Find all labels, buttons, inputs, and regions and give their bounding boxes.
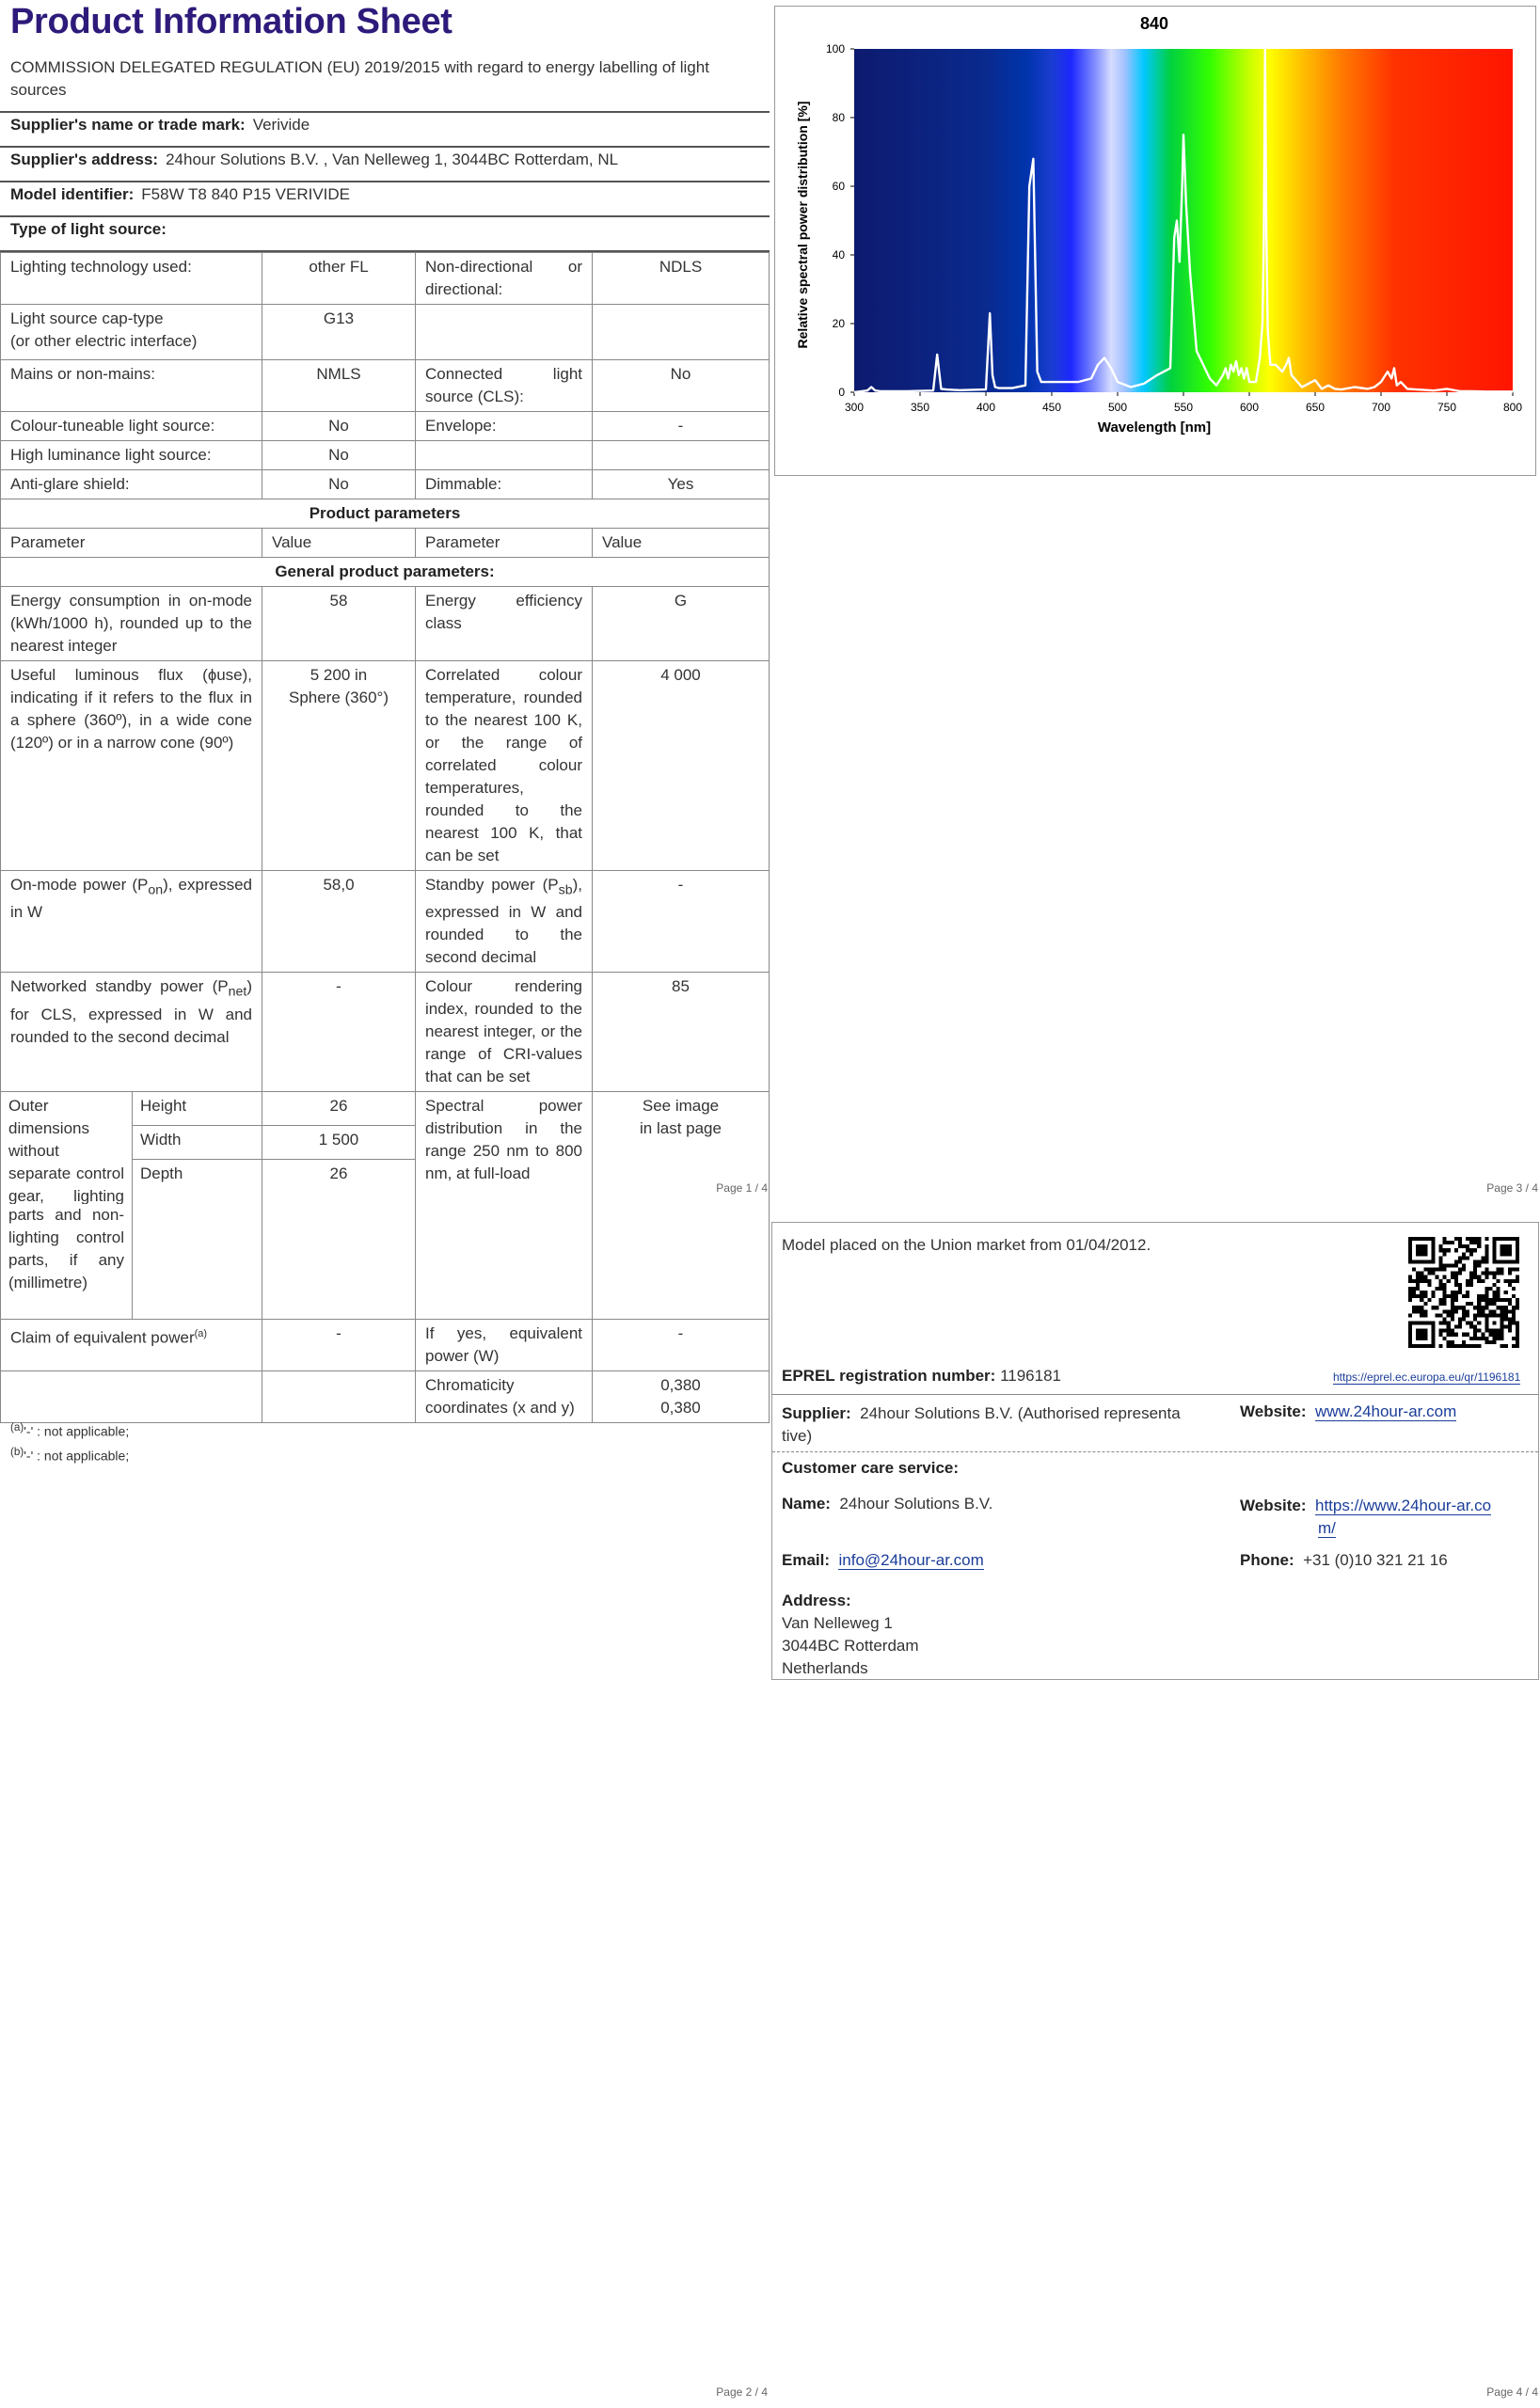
equiv-label: Claim of equivalent power bbox=[10, 1328, 195, 1347]
pnet-label-a: Networked standby power (P bbox=[10, 977, 229, 996]
cct-label: Correlated colour temperature, rounded to the nearest 100 K, or the range of correlated colour temperatures, rounded to the nearest 100 K, that can be set bbox=[416, 661, 593, 871]
chart-title: 840 bbox=[1139, 14, 1169, 33]
eprel-link-wrap bbox=[1333, 1370, 1520, 1384]
energy-class-label: Energy efficiency class bbox=[416, 587, 593, 661]
eprel-row bbox=[782, 1367, 1061, 1386]
empty-cell bbox=[416, 441, 593, 470]
supplier-info-box bbox=[771, 1222, 1539, 1680]
supplier-value-line-1: 24hour Solutions B.V. (Authorised representa bbox=[860, 1404, 1181, 1422]
website-row bbox=[1240, 1402, 1456, 1421]
outer-dimensions-label-continued: parts and non-lighting control parts, if any (millimetre) bbox=[1, 1204, 133, 1319]
y-axis-label: Relative spectral power distribution [%] bbox=[795, 101, 810, 349]
x-tick-label: 800 bbox=[1502, 401, 1523, 414]
cri-value: 85 bbox=[593, 973, 770, 1092]
model-identifier: F58W T8 840 P15 VERIVIDE bbox=[141, 185, 351, 203]
empty-cell bbox=[593, 441, 770, 470]
x-tick-label: 650 bbox=[1305, 401, 1326, 414]
cls-label: Connected light source (CLS): bbox=[416, 360, 593, 412]
x-tick-label: 700 bbox=[1371, 401, 1391, 414]
supplier-row bbox=[782, 1402, 1224, 1448]
cct-value: 4 000 bbox=[593, 661, 770, 871]
website2-link-line-1[interactable]: https://www.24hour-ar.co bbox=[1315, 1497, 1492, 1514]
tune-label: Colour-tuneable light source: bbox=[1, 412, 262, 441]
model-label: Model identifier: bbox=[10, 185, 135, 203]
email-label: Email: bbox=[782, 1551, 831, 1569]
qr-code-icon[interactable] bbox=[1408, 1237, 1519, 1348]
supplier-value-line-2: tive) bbox=[782, 1427, 813, 1445]
y-tick-label: 100 bbox=[825, 42, 845, 55]
envelope-value: - bbox=[593, 412, 770, 441]
energy-consumption-label: Energy consumption in on-mode (kWh/1000 h), rounded up to the nearest integer bbox=[1, 587, 262, 661]
address-line: 3044BC Rotterdam bbox=[782, 1637, 919, 1655]
glare-value: No bbox=[262, 470, 416, 499]
product-table-continued bbox=[0, 1204, 770, 1423]
supplier-address-label: Supplier's address: bbox=[10, 150, 159, 168]
address-line: Van Nelleweg 1 bbox=[782, 1614, 893, 1632]
spd-value-line-1: See image bbox=[642, 1097, 720, 1116]
spectrum-background bbox=[854, 49, 1513, 392]
phone-label: Phone: bbox=[1240, 1551, 1294, 1569]
x-tick-label: 350 bbox=[910, 401, 930, 414]
pnet-sub: net bbox=[228, 984, 247, 1000]
regulation-text: COMMISSION DELEGATED REGULATION (EU) 2019/2015 with regard to energy labelling of light sources bbox=[10, 58, 709, 99]
address-block bbox=[782, 1590, 919, 1680]
standby-power-label bbox=[416, 871, 593, 973]
luminous-flux-label: Useful luminous flux (ɸuse), indicating if it refers to the flux in a sphere (360º), in a wide cone (120º) or in a narrow cone (90º) bbox=[1, 661, 262, 871]
equiv-power-value: - bbox=[262, 1319, 416, 1370]
width-label: Width bbox=[133, 1126, 262, 1160]
eprel-label: EPREL registration number: bbox=[782, 1367, 996, 1385]
energy-class-value: G bbox=[593, 587, 770, 661]
care-heading-row bbox=[782, 1459, 959, 1478]
standby-power-value: - bbox=[593, 871, 770, 973]
page-1 bbox=[0, 0, 770, 1204]
name-label: Name: bbox=[782, 1495, 831, 1513]
high-lum-label: High luminance light source: bbox=[1, 441, 262, 470]
dir-value: NDLS bbox=[593, 253, 770, 305]
market-date-text: Model placed on the Union market from 01/04/2012. bbox=[782, 1236, 1151, 1254]
psb-sub: sb bbox=[558, 882, 573, 898]
supplier-address: 24hour Solutions B.V. , Van Nelleweg 1, 3044BC Rotterdam, NL bbox=[166, 150, 619, 168]
note-b-text: '-' : not applicable; bbox=[24, 1448, 130, 1464]
empty-cell bbox=[1, 1370, 262, 1422]
dashed-divider bbox=[772, 1451, 1538, 1452]
equiv-power-label bbox=[1, 1319, 262, 1370]
networked-standby-value: - bbox=[262, 973, 416, 1092]
divider bbox=[772, 1394, 1538, 1395]
supplier-label: Supplier: bbox=[782, 1404, 851, 1422]
y-tick-label: 80 bbox=[832, 111, 845, 124]
phone-row bbox=[1240, 1551, 1448, 1570]
glare-label: Anti-glare shield: bbox=[1, 470, 262, 499]
tech-value: other FL bbox=[262, 253, 416, 305]
height-value: 26 bbox=[262, 1092, 416, 1126]
empty-cell bbox=[416, 1204, 593, 1319]
equiv-sup: (a) bbox=[194, 1327, 208, 1339]
pon-label-b: ), expressed in W bbox=[10, 876, 252, 922]
page-number: Page 4 / 4 bbox=[1486, 2385, 1538, 2399]
width-value: 1 500 bbox=[262, 1126, 416, 1160]
energy-consumption-value: 58 bbox=[262, 587, 416, 661]
divider bbox=[0, 181, 770, 182]
cap-value: G13 bbox=[262, 305, 416, 360]
website2-label: Website: bbox=[1240, 1497, 1307, 1514]
spd-value-line-2: in last page bbox=[640, 1119, 722, 1138]
empty-cell bbox=[133, 1204, 262, 1319]
x-tick-label: 750 bbox=[1437, 401, 1457, 414]
type-label: Type of light source: bbox=[10, 220, 167, 238]
page-2 bbox=[0, 1204, 770, 2408]
page-4 bbox=[770, 1204, 1540, 2408]
supplier-name-label: Supplier's name or trade mark: bbox=[10, 116, 246, 134]
chromaticity-value bbox=[593, 1370, 770, 1422]
on-mode-power-label bbox=[1, 871, 262, 973]
name-value: 24hour Solutions B.V. bbox=[839, 1495, 993, 1513]
high-lum-value: No bbox=[262, 441, 416, 470]
sheet-title: Product Information Sheet bbox=[10, 2, 452, 41]
flux-value-line-1: 5 200 in bbox=[310, 666, 368, 684]
note-a-text: '-' : not applicable; bbox=[24, 1423, 130, 1439]
website2-row bbox=[1240, 1495, 1491, 1540]
spectrum-chart-frame bbox=[774, 6, 1536, 476]
x-axis-label: Wavelength [nm] bbox=[1097, 420, 1212, 436]
mains-label: Mains or non-mains: bbox=[1, 360, 262, 412]
x-axis-ticks bbox=[845, 392, 1522, 414]
type-row bbox=[10, 220, 174, 239]
chroma-y: 0,380 bbox=[660, 1398, 701, 1417]
col-parameter: Parameter bbox=[1, 529, 262, 558]
y-tick-label: 20 bbox=[832, 317, 845, 330]
empty-cell bbox=[262, 1370, 416, 1422]
x-tick-label: 450 bbox=[1041, 401, 1062, 414]
page-number: Page 3 / 4 bbox=[1486, 1181, 1538, 1195]
on-mode-power-value: 58,0 bbox=[262, 871, 416, 973]
page-number: Page 1 / 4 bbox=[716, 1181, 768, 1195]
product-parameters-heading: Product parameters bbox=[1, 499, 770, 529]
footnote-b bbox=[10, 1446, 129, 1464]
spectral-power-chart bbox=[775, 7, 1535, 475]
pnet-label-b: ) for CLS, expressed in W and rounded to the second decimal bbox=[10, 977, 252, 1046]
email-row bbox=[782, 1551, 984, 1570]
tech-label: Lighting technology used: bbox=[1, 253, 262, 305]
eprel-number: 1196181 bbox=[1000, 1367, 1061, 1385]
supplier-name-row bbox=[10, 116, 310, 135]
chroma-x: 0,380 bbox=[660, 1375, 701, 1394]
x-tick-label: 550 bbox=[1173, 401, 1194, 414]
note-b-sup: (b) bbox=[10, 1446, 24, 1458]
divider bbox=[0, 146, 770, 148]
cri-label: Colour rendering index, rounded to the nearest integer, or the range of CRI-values that can be set bbox=[416, 973, 593, 1092]
x-tick-label: 600 bbox=[1239, 401, 1260, 414]
y-tick-label: 0 bbox=[838, 386, 845, 399]
psb-label-b: ), expressed in W and rounded to the second decimal bbox=[425, 876, 582, 967]
x-tick-label: 300 bbox=[844, 401, 865, 414]
phone-value: +31 (0)10 321 21 16 bbox=[1303, 1551, 1448, 1569]
product-table bbox=[0, 252, 770, 1204]
envelope-label: Envelope: bbox=[416, 412, 593, 441]
y-axis-ticks bbox=[826, 42, 854, 399]
height-label: Height bbox=[133, 1092, 262, 1126]
cap-label-line-1: Light source cap-type bbox=[10, 309, 164, 327]
dimmable-label: Dimmable: bbox=[416, 470, 593, 499]
address-line: Netherlands bbox=[782, 1659, 868, 1677]
footnote-a bbox=[10, 1421, 129, 1439]
empty-cell bbox=[593, 1204, 770, 1319]
equiv-watt-value: - bbox=[593, 1319, 770, 1370]
psb-label-a: Standby power (P bbox=[425, 876, 559, 894]
cap-label-line-2: (or other electric interface) bbox=[10, 332, 198, 350]
col-parameter: Parameter bbox=[416, 529, 593, 558]
email-link[interactable]: info@24hour-ar.com bbox=[838, 1551, 984, 1569]
eprel-link[interactable]: https://eprel.ec.europa.eu/qr/1196181 bbox=[1333, 1370, 1521, 1384]
cap-label bbox=[1, 305, 262, 360]
note-a-sup: (a) bbox=[10, 1421, 24, 1434]
tune-value: No bbox=[262, 412, 416, 441]
depth-label: Depth bbox=[133, 1160, 262, 1204]
flux-value-line-2: Sphere (360°) bbox=[288, 689, 389, 706]
spd-label: Spectral power distribution in the range 250 nm to 800 nm, at full-load bbox=[416, 1092, 593, 1204]
x-tick-label: 500 bbox=[1107, 401, 1128, 414]
divider bbox=[0, 111, 770, 113]
address-label: Address: bbox=[782, 1592, 851, 1609]
empty-cell bbox=[593, 305, 770, 360]
mains-value: NMLS bbox=[262, 360, 416, 412]
cls-value: No bbox=[593, 360, 770, 412]
x-tick-label: 400 bbox=[976, 401, 996, 414]
divider bbox=[0, 215, 770, 217]
chromaticity-label: Chromaticity coordinates (x and y) bbox=[416, 1370, 593, 1422]
outer-dimensions-label: Outer dimensions without separate control gear, lighting bbox=[1, 1092, 133, 1204]
pon-sub: on bbox=[148, 882, 164, 898]
supplier-name: Verivide bbox=[252, 116, 310, 134]
empty-cell bbox=[262, 1204, 416, 1319]
y-tick-label: 60 bbox=[832, 180, 845, 193]
y-tick-label: 40 bbox=[832, 248, 845, 261]
depth-value: 26 bbox=[262, 1160, 416, 1204]
networked-standby-label bbox=[1, 973, 262, 1092]
general-parameters-heading: General product parameters: bbox=[1, 558, 770, 587]
empty-cell bbox=[416, 305, 593, 360]
dir-label: Non-directional or directional: bbox=[416, 253, 593, 305]
website-label: Website: bbox=[1240, 1402, 1307, 1420]
model-row bbox=[10, 185, 350, 204]
pon-label-a: On-mode power (P bbox=[10, 876, 149, 894]
page-3 bbox=[770, 0, 1540, 1204]
care-heading: Customer care service: bbox=[782, 1459, 960, 1477]
name-row bbox=[782, 1495, 992, 1513]
dimmable-value: Yes bbox=[593, 470, 770, 499]
col-value: Value bbox=[262, 529, 416, 558]
col-value: Value bbox=[593, 529, 770, 558]
supplier-address-row bbox=[10, 150, 618, 169]
website2-link-line-2[interactable]: m/ bbox=[1318, 1519, 1336, 1537]
website-link[interactable]: www.24hour-ar.com bbox=[1315, 1402, 1457, 1420]
luminous-flux-value bbox=[262, 661, 416, 871]
equiv-watt-label: If yes, equivalent power (W) bbox=[416, 1319, 593, 1370]
page-number: Page 2 / 4 bbox=[716, 2385, 768, 2399]
